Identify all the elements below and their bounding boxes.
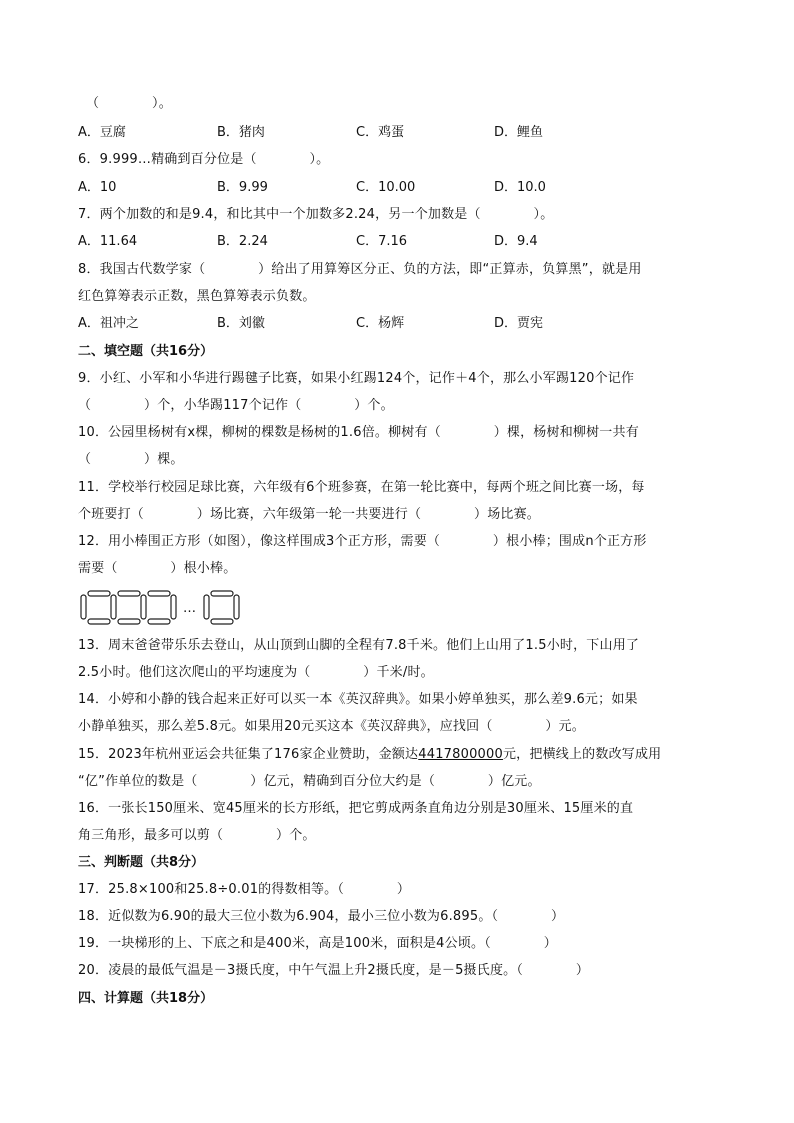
- matchstick-squares-figure: [80, 590, 250, 626]
- section-judgement-heading: 三、判断题（共8分）: [78, 855, 205, 870]
- q6-option-c: C．10.00: [356, 180, 416, 195]
- stick-mid-3: [171, 595, 176, 619]
- q8-option-b: B．刘徽: [217, 316, 265, 331]
- stick-top-2: [118, 591, 140, 596]
- q15-line1: [78, 746, 661, 764]
- q15-line2: “亿”作单位的数是（ ）亿元，精确到百分位大约是（ ）亿元。: [78, 774, 541, 789]
- q14-line1: 14．小婷和小静的钱合起来正好可以买一本《英汉辞典》。如果小婷单独买，那么差9.6元；如果: [78, 692, 638, 707]
- q7-option-a: A．11.64: [78, 234, 138, 249]
- stick-top-n: [211, 591, 233, 596]
- stick-mid-2: [141, 595, 146, 619]
- stick-bottom-1: [88, 619, 110, 624]
- q6-question: 6．9.999…精确到百分位是（ ）。: [78, 152, 330, 167]
- q8-question-line1: 8．我国古代数学家（ ）给出了用算筹区分正、负的方法，即“正算赤，负算黑”，就是用: [78, 262, 642, 277]
- q7-option-b: B．2.24: [217, 234, 268, 249]
- q15-underlined-number: 4417800000: [418, 747, 503, 762]
- q12-line2: 需要（ ）根小棒。: [78, 561, 237, 576]
- section-fill-in-heading: 二、填空题（共16分）: [78, 344, 214, 359]
- q11-line1: 11．学校举行校园足球比赛，六年级有6个班参赛，在第一轮比赛中，每两个班之间比赛一场，每: [78, 480, 645, 495]
- stick-top-1: [88, 591, 110, 596]
- q8-option-c: C．杨辉: [356, 316, 405, 331]
- q7-question: 7．两个加数的和是9.4，和比其中一个加数多2.24，另一个加数是（ ）。: [78, 207, 554, 222]
- stick-right-n: [234, 595, 239, 619]
- q8-option-a: A．祖冲之: [78, 316, 139, 331]
- section-calculation-heading: 四、计算题（共18分）: [78, 991, 214, 1006]
- stick-mid-1: [111, 595, 116, 619]
- q16-line2: 角三角形，最多可以剪（ ）个。: [78, 828, 316, 843]
- q12-line1: 12．用小棒围正方形（如图），像这样围成3个正方形，需要（ ）根小棒；围成n个正方形: [78, 534, 647, 549]
- q14-line2: 小静单独买，那么差5.8元。如果用20元买这本《英汉辞典》，应找回（ ）元。: [78, 719, 585, 734]
- q8-question-line2: 红色算筹表示正数，黑色算筹表示负数。: [78, 289, 316, 304]
- q7-option-d: D．9.4: [494, 234, 538, 249]
- q5-option-b: B．猪肉: [217, 125, 265, 140]
- q18: 18．近似数为6.90的最大三位小数为6.904，最小三位小数为6.895。（ ）: [78, 909, 565, 924]
- stick-left-1: [81, 595, 86, 619]
- q13-line2: 2.5小时。他们这次爬山的平均速度为（ ）千米/时。: [78, 665, 434, 680]
- q15-text-a: 15．2023年杭州亚运会共征集了176家企业赞助，金额达: [78, 747, 419, 762]
- q11-line2: 个班要打（ ）场比赛，六年级第一轮一共要进行（ ）场比赛。: [78, 507, 541, 522]
- q6-option-b: B．9.99: [217, 180, 268, 195]
- q5-option-a: A．豆腐: [78, 125, 126, 140]
- q7-option-c: C．7.16: [356, 234, 408, 249]
- q15-text-c: 元，把横线上的数改写成用: [502, 747, 662, 762]
- q19: 19．一块梯形的上、下底之和是400米，高是100米，面积是4公顷。（ ）: [78, 936, 557, 951]
- stick-bottom-2: [118, 619, 140, 624]
- stick-bottom-3: [148, 619, 170, 624]
- q20: 20．凌晨的最低气温是－3摄氏度，中午气温上升2摄氏度，是－5摄氏度。（ ）: [78, 963, 590, 978]
- q9-line2: （ ）个，小华踢117个记作（ ）个。: [78, 398, 394, 413]
- stick-top-3: [148, 591, 170, 596]
- figure-ellipsis: …: [183, 601, 196, 616]
- q5-option-c: C．鸡蛋: [356, 125, 405, 140]
- q5-option-d: D．鲤鱼: [494, 125, 544, 140]
- q6-option-d: D．10.0: [494, 180, 546, 195]
- q10-line2: （ ）棵。: [78, 452, 184, 467]
- q10-line1: 10．公园里杨树有x棵，柳树的棵数是杨树的1.6倍。柳树有（ ）棵，杨树和柳树一共有: [78, 425, 639, 440]
- q5-blank-line: （ ）。: [86, 96, 172, 111]
- stick-left-n: [204, 595, 209, 619]
- stick-bottom-n: [211, 619, 233, 624]
- q17: 17．25.8×100和25.8÷0.01的得数相等。（ ）: [78, 882, 411, 897]
- q8-option-d: D．贾宪: [494, 316, 544, 331]
- q6-option-a: A．10: [78, 180, 117, 195]
- q16-line1: 16．一张长150厘米、宽45厘米的长方形纸，把它剪成两条直角边分别是30厘米、15厘米的直: [78, 801, 634, 816]
- q13-line1: 13．周末爸爸带乐乐去登山，从山顶到山脚的全程有7.8千米。他们上山用了1.5小时，下山用了: [78, 638, 640, 653]
- q9-line1: 9．小红、小军和小华进行踢毽子比赛，如果小红踢124个，记作＋4个，那么小军踢120个记作: [78, 371, 635, 386]
